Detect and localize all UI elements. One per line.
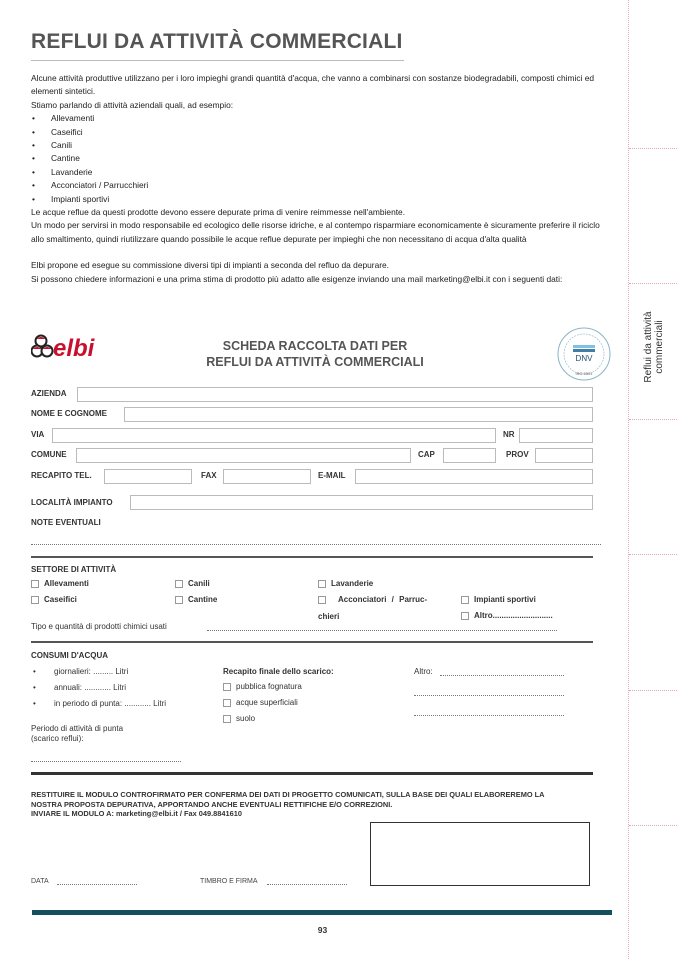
checkbox-icon[interactable] <box>461 596 469 604</box>
checkbox-pubblica-fognatura[interactable]: pubblica fognatura <box>223 682 302 691</box>
nr-label: NR <box>503 430 515 439</box>
sidebar-divider <box>629 148 678 149</box>
sidebar-divider <box>629 825 678 826</box>
tel-label: RECAPITO TEL. <box>31 471 92 480</box>
list-item: • Lavanderie <box>31 166 611 179</box>
list-item: • Canili <box>31 139 611 152</box>
footer-bar <box>32 910 612 915</box>
paragraph-2: Un modo per servirsi in modo responsabile ed ecologico delle risorse idriche, e al contempo risparmiare economicamente è sicuramente preferire il riciclo allo smaltimento, quindi riutilizzare quando possibile le acque reflue depurate per impieghi che non necessitano di acqua d'alta qualità <box>31 220 600 244</box>
data-line[interactable] <box>57 884 137 885</box>
checkbox-suolo[interactable]: suolo <box>223 714 255 723</box>
prov-field[interactable] <box>535 448 593 463</box>
checkbox-icon[interactable] <box>223 699 231 707</box>
checkbox-icon[interactable] <box>223 683 231 691</box>
periodo-line[interactable] <box>31 761 181 762</box>
checkbox-allevamenti[interactable]: Allevamenti <box>31 579 89 588</box>
list-item: • Impianti sportivi <box>31 193 611 206</box>
logo-wordmark: elbi <box>53 335 95 362</box>
firma-label: TIMBRO E FIRMA <box>200 878 258 885</box>
altro-line[interactable] <box>414 695 564 696</box>
altro-line[interactable] <box>440 675 564 676</box>
checkbox-icon[interactable] <box>31 580 39 588</box>
acconciatori-wrap: chieri <box>318 612 340 621</box>
list-item: • Acconciatori / Parrucchieri <box>31 179 611 192</box>
periodo-label-1: Periodo di attività di punta <box>31 724 124 733</box>
consumi-punta[interactable]: in periodo di punta: ............ Litri <box>54 699 167 708</box>
nr-field[interactable] <box>519 428 593 443</box>
checkbox-caseifici[interactable]: Caseifici <box>31 595 77 604</box>
checkbox-acconciatori[interactable]: Acconciatori / Parruc- <box>318 595 427 604</box>
checkbox-icon[interactable] <box>175 596 183 604</box>
fax-label: FAX <box>201 471 217 480</box>
email-label: E-MAIL <box>318 471 346 480</box>
nome-label: NOME E COGNOME <box>31 409 108 418</box>
section-divider <box>31 772 593 775</box>
intro-paragraph: Alcune attività produttive utilizzano per i loro impieghi grandi quantità d'acqua, che vanno a combinarsi con sostanze biodegradabili, composti chimici ed elementi sintetici. <box>31 73 595 97</box>
data-label: DATA <box>31 878 49 885</box>
title-divider <box>31 60 404 61</box>
section-divider <box>31 641 593 643</box>
checkbox-icon[interactable] <box>175 580 183 588</box>
azienda-label: AZIENDA <box>31 389 67 398</box>
via-field[interactable] <box>52 428 496 443</box>
page: REFLUI DA ATTIVITÀ COMMERCIALI Alcune attività produttive utilizzano per i loro impieghi grandi quantità d'acqua, che vanno a combinarsi con sostanze biodegradabili, composti chimici ed elementi sintetici. Stiamo parlando di attività aziendali quali, ad esempio: • Allevamenti • Caseifici • Canili • Cantine • Lavanderie • Acconciatori / Parrucchieri • Impianti sportivi Le acque reflue da questi prodotte devono essere depurate prima di venire reimmesse nell'ambiente. Un modo per servirsi in modo responsabile ed ecologico delle risorse idriche, e al contempo risparmiare economicamente è sicuramente preferire il riciclo allo smaltimento, quindi riutilizzare quando possibile le acque reflue depurate per impieghi che non necessitano di acqua d'alta qualità Elbi propone ed esegue su commissione diversi tipi di impianti a seconda del refluo da depurare. Si possono chiedere informazioni e una prima stima di prodotto più adatto alle esigenze inviando una mail marketing@elbi.it con i seguenti dati: elbi SCHEDA RACCOLTA DATI PER REFLUI DA ATTIVITÀ COMMERCIALI DNV ISO 9001 AZIENDA NOME E COGNOME VIA NR COMUNE CAP PROV RECAPITO TEL. FAX E-MAIL LOCALITÀ IMPIANTO NOTE EVENTUALI SETTORE DI ATTIVITÀ Allevamenti Canili Lavanderie Caseifici Cantine Acconciatori / Parruc- Impianti sportivi chieri Altro........................... Tipo e quantità di prodotti chimici usati CONSUMI D'ACQUA • giornalieri: ......... Litri • annuali: ............ Litri • in periodo di punta: ............ Litri Recapito finale dello scarico: pubblica fognatura acque superficiali suolo Altro: Periodo di attività di punta (scarico reflui): RESTITUIRE IL MODULO CONTROFIRMATO PER CONFERMA DEI DATI DI PROGETTO COMUNICATI, SULLA BASE DEI QUALI ELABOREREMO LA NOSTRA PROPOSTA DEPURATIVA, APPORTANDO ANCHE EVENTUALI RETTIFICHE E/O CORREZIONI. INVIARE IL MODULO A: marketing@elbi.it / Fax 049.8841610 DATA TIMBRO E FIRMA 93 <box>0 0 628 959</box>
prov-label: PROV <box>506 450 529 459</box>
settore-title: SETTORE DI ATTIVITÀ <box>31 565 117 574</box>
periodo-label-2: (scarico reflui): <box>31 734 84 743</box>
examples-intro: Stiamo parlando di attività aziendali quali, ad esempio: <box>31 99 234 110</box>
page-title: REFLUI DA ATTIVITÀ COMMERCIALI <box>31 30 403 53</box>
note-line[interactable] <box>31 544 601 545</box>
recapito-title: Recapito finale dello scarico: <box>223 667 334 676</box>
altro-label: Altro: <box>414 667 433 676</box>
cap-label: CAP <box>418 450 435 459</box>
checkbox-impianti-sportivi[interactable]: Impianti sportivi <box>461 595 536 604</box>
comune-label: COMUNE <box>31 450 67 459</box>
stamp-signature-box[interactable] <box>370 822 590 886</box>
consumi-giornalieri[interactable]: giornalieri: ......... Litri <box>54 667 129 676</box>
checkbox-altro[interactable]: Altro........................... <box>461 611 553 620</box>
sidebar-divider <box>629 690 678 691</box>
checkbox-icon[interactable] <box>318 596 326 604</box>
consumi-title: CONSUMI D'ACQUA <box>31 651 109 660</box>
consumi-annuali[interactable]: annuali: ............ Litri <box>54 683 127 692</box>
elbi-logo <box>31 332 136 362</box>
localita-label: LOCALITÀ IMPIANTO <box>31 498 113 507</box>
fax-field[interactable] <box>223 469 311 484</box>
firma-line[interactable] <box>267 884 347 885</box>
comune-field[interactable] <box>76 448 411 463</box>
section-sidebar <box>628 0 678 959</box>
return-notice: RESTITUIRE IL MODULO CONTROFIRMATO PER CONFERMA DEI DATI DI PROGETTO COMUNICATI, SULLA BASE DEI QUALI ELABOREREMO LA NOSTRA PROPOSTA DEPURATIVA, APPORTANDO ANCHE EVENTUALI RETTIFICHE E/O CORREZIONI. INVIARE IL MODULO A: marketing@elbi.it / Fax 049.8841610 <box>31 790 545 818</box>
checkbox-cantine[interactable]: Cantine <box>175 595 217 604</box>
page-number: 93 <box>317 925 328 935</box>
checkbox-icon[interactable] <box>461 612 469 620</box>
sidebar-divider <box>629 283 678 284</box>
nome-cognome-field[interactable] <box>124 407 593 422</box>
form-title: SCHEDA RACCOLTA DATI PER REFLUI DA ATTIVITÀ COMMERCIALI <box>206 339 424 369</box>
checkbox-lavanderie[interactable]: Lavanderie <box>318 579 373 588</box>
localita-field[interactable] <box>130 495 593 510</box>
paragraph-4: Si possono chiedere informazioni e una prima stima di prodotto più adatto alle esigenze inviando una mail marketing@elbi.it con i seguenti dati: <box>31 273 563 284</box>
azienda-field[interactable] <box>77 387 593 402</box>
list-item: • Caseifici <box>31 126 611 139</box>
checkbox-icon[interactable] <box>31 596 39 604</box>
chemicals-label: Tipo e quantità di prodotti chimici usati <box>31 622 167 631</box>
chemicals-line[interactable] <box>207 630 557 631</box>
via-label: VIA <box>31 430 45 439</box>
sidebar-divider <box>629 419 678 420</box>
sidebar-divider <box>629 554 678 555</box>
dnv-certification-badge <box>555 325 613 383</box>
checkbox-acque-superficiali[interactable]: acque superficiali <box>223 698 298 707</box>
paragraph-1: Le acque reflue da questi prodotte devono essere depurate prima di venire reimmesse nell'ambiente. <box>31 207 406 218</box>
examples-list <box>31 112 611 206</box>
checkbox-icon[interactable] <box>318 580 326 588</box>
note-label: NOTE EVENTUALI <box>31 518 101 527</box>
sidebar-tab-reflui-commerciali[interactable]: Reflui da attività commerciali <box>643 311 665 383</box>
intro-text <box>31 72 611 286</box>
checkbox-canili[interactable]: Canili <box>175 579 210 588</box>
email-field[interactable] <box>355 469 593 484</box>
list-item: • Cantine <box>31 152 611 165</box>
list-item: • Allevamenti <box>31 112 611 125</box>
paragraph-3: Elbi propone ed esegue su commissione diversi tipi di impianti a seconda del refluo da depurare. <box>31 260 390 271</box>
cap-field[interactable] <box>443 448 496 463</box>
cert-label: DNV <box>575 354 593 363</box>
section-divider <box>31 556 593 558</box>
cert-sub: ISO 9001 <box>575 371 593 376</box>
tel-field[interactable] <box>104 469 192 484</box>
altro-line[interactable] <box>414 715 564 716</box>
checkbox-icon[interactable] <box>223 715 231 723</box>
